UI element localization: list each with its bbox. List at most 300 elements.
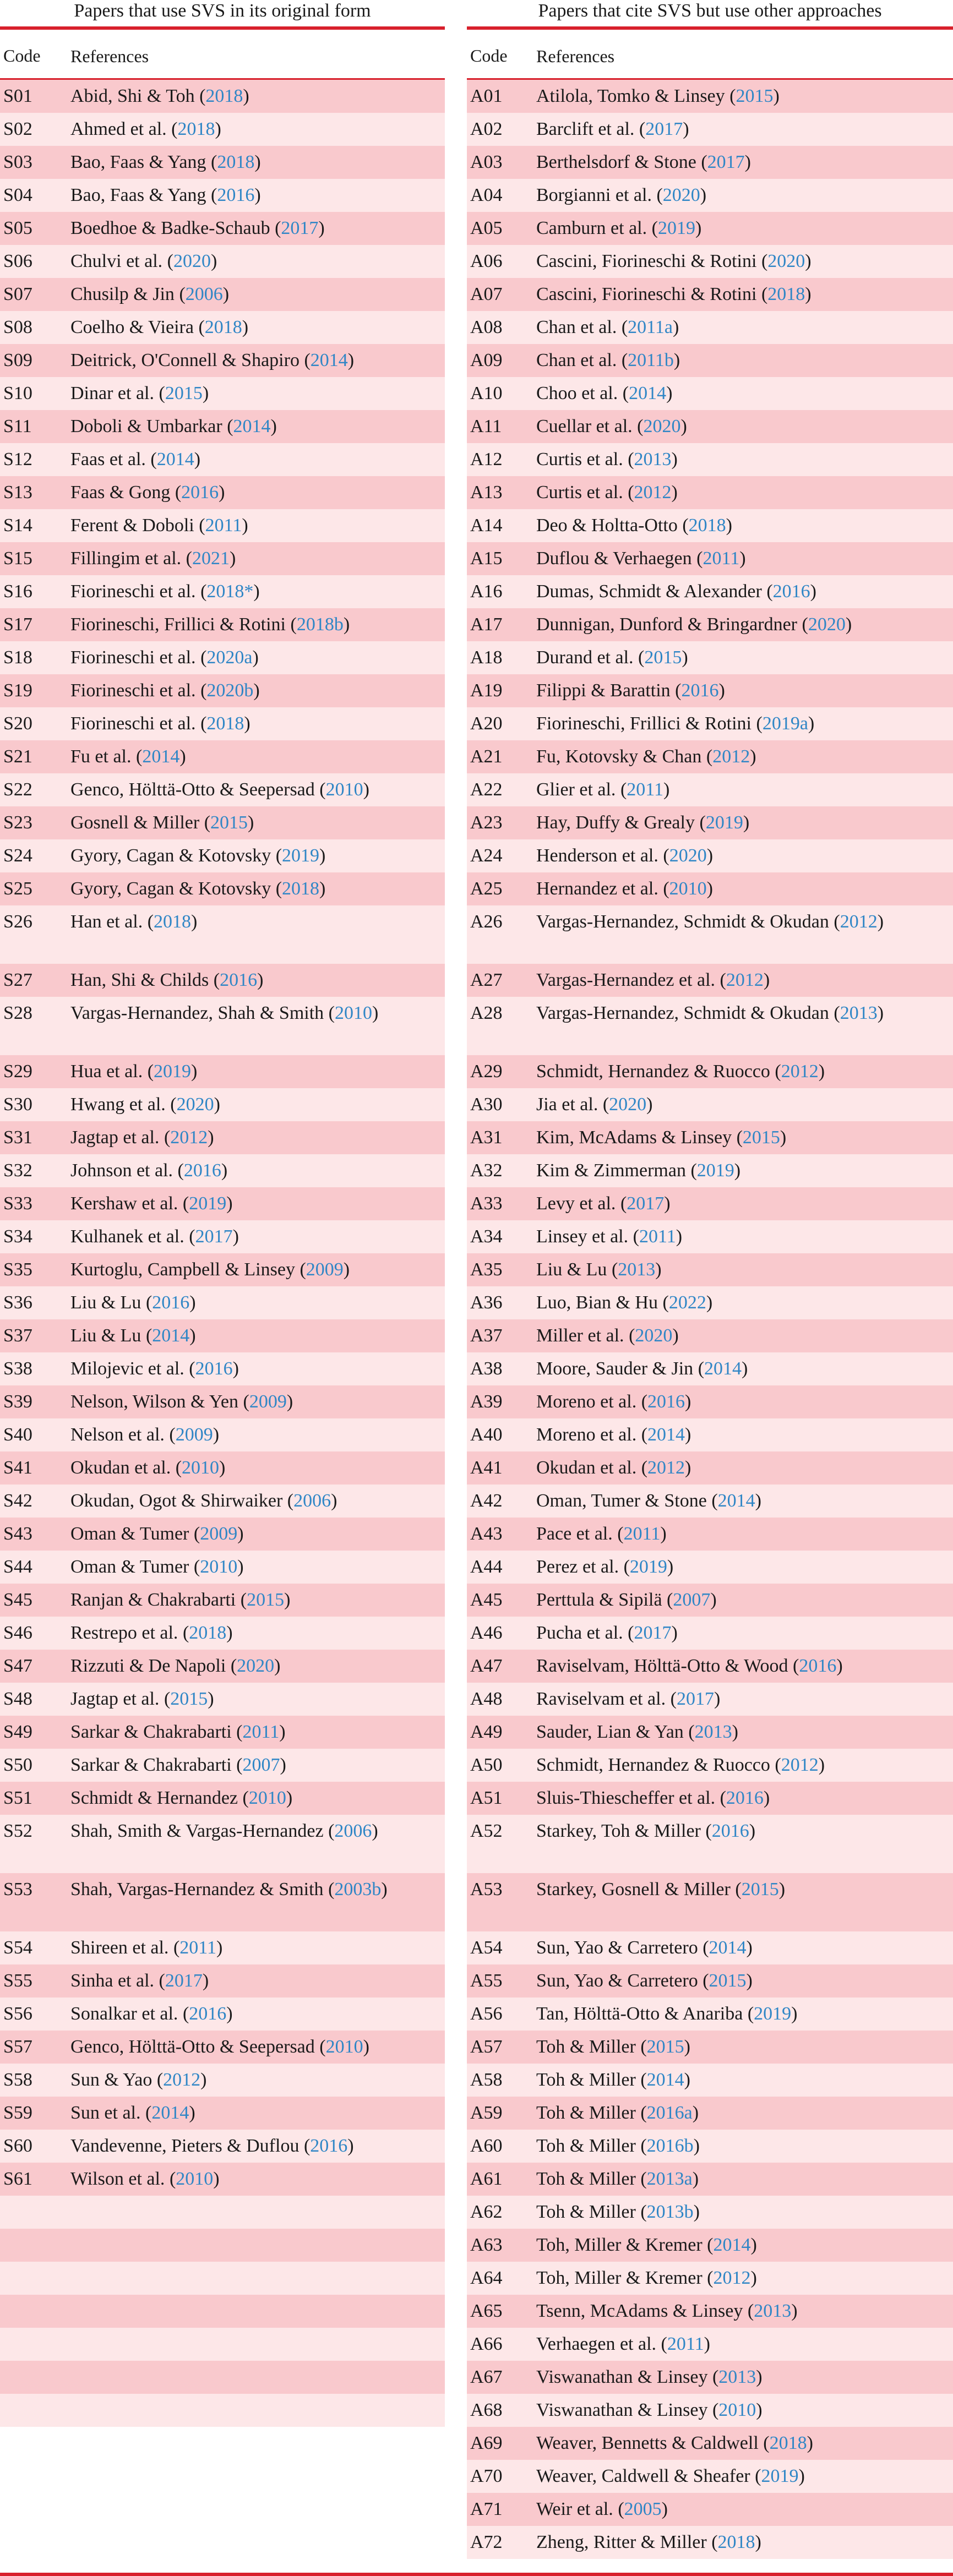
reference-authors: Vargas-Hernandez, Shah & Smith: [70, 1003, 324, 1023]
reference-year-link[interactable]: 2005: [624, 2499, 662, 2519]
table-row: [467, 1418, 953, 1451]
reference-year-link[interactable]: 2016: [647, 1391, 685, 1412]
reference-year-link[interactable]: 2015: [742, 1127, 780, 1148]
table-row: [467, 997, 953, 1055]
reference-year-link[interactable]: 2020: [669, 845, 707, 866]
reference-year-link[interactable]: 2018: [217, 152, 255, 172]
row-reference: Linsey et al. (2011): [536, 1226, 683, 1247]
table-row: [467, 707, 953, 740]
reference-authors: Weir et al.: [536, 2499, 613, 2519]
row-code: S03: [3, 152, 32, 172]
row-code: A56: [470, 2004, 503, 2024]
reference-year-link[interactable]: 2016b: [646, 2136, 694, 2156]
table-row: [467, 773, 953, 806]
row-reference: Moreno et al. (2016): [536, 1391, 691, 1412]
reference-year-link[interactable]: 2015: [741, 1879, 779, 1900]
reference-authors: Boedhoe & Badke-Schaub: [70, 218, 270, 238]
row-code: S02: [3, 119, 32, 139]
row-code: S59: [3, 2103, 32, 2123]
reference-authors: Pace et al.: [536, 1524, 613, 1544]
reference-year-link[interactable]: 2014: [713, 2235, 751, 2255]
reference-authors: Dunnigan, Dunford & Bringardner: [536, 614, 798, 635]
row-reference: Raviselvam, Hölttä-Otto & Wood (2016): [536, 1656, 843, 1676]
table-row: [467, 2361, 953, 2394]
row-reference: Liu & Lu (2013): [536, 1259, 662, 1280]
reference-year-link[interactable]: 2014: [151, 2103, 189, 2123]
reference-authors: Schmidt, Hernandez & Ruocco: [536, 1755, 770, 1775]
row-code: A63: [470, 2235, 503, 2255]
reference-authors: Fu et al.: [70, 746, 132, 767]
reference-authors: Dumas, Schmidt & Alexander: [536, 581, 762, 602]
reference-year-link[interactable]: 2019: [705, 812, 743, 833]
row-code: A60: [470, 2136, 503, 2156]
reference-year-link[interactable]: 2014: [233, 416, 271, 436]
empty-table-row: [0, 2229, 445, 2262]
reference-year-link[interactable]: 2016: [195, 1358, 233, 1379]
row-code: A43: [470, 1524, 503, 1544]
row-code: S01: [3, 86, 32, 106]
row-code: S13: [3, 482, 32, 503]
reference-year-link[interactable]: 2018: [177, 119, 215, 139]
reference-authors: Wilson et al.: [70, 2169, 165, 2189]
reference-authors: Fiorineschi et al.: [70, 713, 196, 734]
row-code: A44: [470, 1557, 503, 1577]
reference-year-link[interactable]: 2009: [306, 1259, 344, 1280]
reference-year-link[interactable]: 2016: [217, 185, 255, 205]
reference-year-link[interactable]: 2006: [185, 284, 223, 304]
row-code: A72: [470, 2532, 503, 2552]
reference-year-link[interactable]: 2013a: [646, 2169, 693, 2189]
reference-year-link[interactable]: 2012: [163, 2070, 201, 2090]
reference-year-link[interactable]: 2016: [310, 2136, 348, 2156]
row-code: A28: [470, 1003, 503, 1023]
reference-year-link[interactable]: 2011: [242, 1722, 280, 1742]
table-row: [467, 2130, 953, 2163]
reference-year-link[interactable]: 2010: [182, 1458, 220, 1478]
reference-year-link[interactable]: 2016: [711, 1821, 749, 1841]
row-code: A14: [470, 515, 503, 536]
row-code: S28: [3, 1003, 32, 1023]
reference-authors: Sauder, Lian & Yan: [536, 1722, 684, 1742]
reference-year-link[interactable]: 2012: [840, 912, 878, 932]
reference-year-link[interactable]: 2006: [293, 1491, 331, 1511]
reference-year-link[interactable]: 2015: [709, 1971, 747, 1991]
reference-year-link[interactable]: 2020: [643, 416, 681, 436]
left-rows: [0, 80, 445, 2427]
reference-year-link[interactable]: 2012: [781, 1061, 819, 1082]
row-code: S30: [3, 1094, 32, 1115]
reference-authors: Barclift et al.: [536, 119, 635, 139]
reference-year-link[interactable]: 2011: [667, 2334, 704, 2354]
reference-year-link[interactable]: 2010: [176, 2169, 214, 2189]
reference-year-link[interactable]: 2016: [772, 581, 810, 602]
reference-year-link[interactable]: 2015: [170, 1689, 208, 1709]
reference-authors: Raviselvam, Hölttä-Otto & Wood: [536, 1656, 788, 1676]
reference-authors: Fillingim et al.: [70, 548, 182, 569]
reference-year-link[interactable]: 2015: [210, 812, 248, 833]
reference-authors: Jia et al.: [536, 1094, 598, 1115]
reference-year-link[interactable]: 2010: [669, 878, 707, 899]
reference-authors: Okudan et al.: [536, 1458, 637, 1478]
table-row: [0, 707, 445, 740]
table-row: [467, 2064, 953, 2097]
table-row: [467, 410, 953, 443]
row-reference: Fu et al. (2014): [70, 746, 186, 767]
reference-year-link[interactable]: 2015: [736, 86, 774, 106]
table-row: [467, 641, 953, 674]
reference-year-link[interactable]: 2020: [176, 1094, 214, 1115]
table-row: [0, 1749, 445, 1782]
reference-year-link[interactable]: 2018*: [206, 581, 254, 602]
svs-other-approaches-column: [467, 0, 953, 2559]
row-code: A11: [470, 416, 502, 436]
row-reference: Han et al. (2018): [70, 912, 198, 932]
row-reference: Gyory, Cagan & Kotovsky (2019): [70, 845, 326, 866]
reference-year-link[interactable]: 2014: [142, 746, 180, 767]
table-row: [0, 344, 445, 377]
row-code: A58: [470, 2070, 503, 2090]
reference-year-link[interactable]: 2010: [335, 1003, 372, 1023]
row-code: A13: [470, 482, 503, 503]
reference-year-link[interactable]: 2009: [175, 1425, 213, 1445]
table-row: [467, 608, 953, 641]
row-reference: Toh & Miller (2013b): [536, 2202, 700, 2222]
row-code: S08: [3, 317, 32, 337]
reference-year-link[interactable]: 2018: [205, 86, 243, 106]
reference-year-link[interactable]: 2017: [195, 1226, 233, 1247]
reference-authors: Berthelsdorf & Stone: [536, 152, 696, 172]
table-row: [0, 1418, 445, 1451]
reference-year-link[interactable]: 2018: [189, 1623, 227, 1643]
table-row: [467, 2196, 953, 2229]
row-code: A15: [470, 548, 503, 569]
row-reference: Zheng, Ritter & Miller (2018): [536, 2532, 761, 2552]
reference-authors: Sarkar & Chakrabarti: [70, 1755, 232, 1775]
row-reference: Choo et al. (2014): [536, 383, 673, 403]
reference-year-link[interactable]: 2020: [173, 251, 211, 271]
reference-year-link[interactable]: 2013: [618, 1259, 656, 1280]
row-code: A69: [470, 2433, 503, 2453]
reference-year-link[interactable]: 2020: [662, 185, 700, 205]
row-reference: Weaver, Caldwell & Sheafer (2019): [536, 2466, 805, 2486]
row-code: S12: [3, 449, 32, 470]
reference-year-link[interactable]: 2016: [181, 482, 219, 503]
row-code: S26: [3, 912, 32, 932]
reference-year-link[interactable]: 2017: [676, 1689, 714, 1709]
reference-authors: Raviselvam et al.: [536, 1689, 666, 1709]
reference-year-link[interactable]: 2022: [668, 1292, 706, 1313]
row-reference: Chan et al. (2011a): [536, 317, 679, 337]
reference-year-link[interactable]: 2019: [154, 1061, 192, 1082]
row-reference: Verhaegen et al. (2011): [536, 2334, 710, 2354]
table-row: [0, 964, 445, 997]
reference-year-link[interactable]: 2015: [247, 1590, 285, 1610]
reference-authors: Moreno et al.: [536, 1391, 637, 1412]
row-code: S16: [3, 581, 32, 602]
row-reference: Chusilp & Jin (2006): [70, 284, 230, 304]
row-reference: Luo, Bian & Hu (2022): [536, 1292, 713, 1313]
row-reference: Deo & Holtta-Otto (2018): [536, 515, 732, 536]
reference-year-link[interactable]: 2016a: [646, 2103, 693, 2123]
reference-authors: Faas & Gong: [70, 482, 171, 503]
row-reference: Curtis et al. (2012): [536, 482, 678, 503]
row-code: A21: [470, 746, 503, 767]
reference-authors: Schmidt, Hernandez & Ruocco: [536, 1061, 770, 1082]
reference-year-link[interactable]: 2016: [681, 680, 719, 701]
table-row: [0, 278, 445, 311]
row-code: S04: [3, 185, 32, 205]
reference-year-link[interactable]: 2013: [754, 2301, 792, 2321]
table-row: [0, 1584, 445, 1617]
reference-authors: Dinar et al.: [70, 383, 154, 403]
reference-year-link[interactable]: 2019: [696, 1160, 734, 1181]
reference-year-link[interactable]: 2020: [767, 251, 805, 271]
row-reference: Boedhoe & Badke-Schaub (2017): [70, 218, 325, 238]
table-row: [0, 1998, 445, 2031]
reference-year-link[interactable]: 2011: [179, 1938, 217, 1958]
row-reference: Oman, Tumer & Stone (2014): [536, 1491, 761, 1511]
reference-year-link[interactable]: 2012: [634, 482, 672, 503]
row-code: S21: [3, 746, 32, 767]
row-code: A65: [470, 2301, 503, 2321]
row-reference: Genco, Hölttä-Otto & Seepersad (2010): [70, 779, 369, 800]
reference-authors: Sonalkar et al.: [70, 2004, 178, 2024]
row-code: A47: [470, 1656, 503, 1676]
reference-year-link[interactable]: 2009: [200, 1524, 238, 1544]
reference-year-link[interactable]: 2014: [310, 350, 348, 370]
reference-year-link[interactable]: 2019: [754, 2004, 792, 2024]
table-row: [467, 1187, 953, 1220]
reference-year-link[interactable]: 2015: [165, 383, 203, 403]
reference-authors: Verhaegen et al.: [536, 2334, 657, 2354]
row-reference: Sarkar & Chakrabarti (2011): [70, 1722, 286, 1742]
table-row: [0, 311, 445, 344]
reference-authors: Camburn et al.: [536, 218, 647, 238]
reference-year-link[interactable]: 2013: [840, 1003, 878, 1023]
table-row: [0, 1518, 445, 1551]
reference-year-link[interactable]: 2016: [799, 1656, 837, 1676]
row-reference: Bao, Faas & Yang (2016): [70, 185, 261, 205]
reference-year-link[interactable]: 2016: [183, 1160, 221, 1181]
reference-authors: Sun et al.: [70, 2103, 141, 2123]
reference-year-link[interactable]: 2013b: [646, 2202, 694, 2222]
row-code: S15: [3, 548, 32, 569]
table-row: [0, 997, 445, 1055]
reference-year-link[interactable]: 2016: [726, 1788, 764, 1808]
reference-year-link[interactable]: 2018b: [296, 614, 344, 635]
row-code: S32: [3, 1160, 32, 1181]
reference-year-link[interactable]: 2017: [165, 1971, 203, 1991]
table-row: [0, 1485, 445, 1518]
reference-year-link[interactable]: 2015: [644, 647, 682, 668]
table-row: [467, 311, 953, 344]
reference-year-link[interactable]: 2011: [205, 515, 242, 536]
reference-year-link[interactable]: 2012: [647, 1458, 685, 1478]
row-reference: Dinar et al. (2015): [70, 383, 209, 403]
table-row: [0, 1617, 445, 1650]
reference-year-link[interactable]: 2012: [712, 746, 750, 767]
reference-year-link[interactable]: 2014: [629, 383, 667, 403]
reference-year-link[interactable]: 2018: [206, 713, 244, 734]
reference-year-link[interactable]: 2019: [761, 2466, 799, 2486]
reference-year-link[interactable]: 2014: [647, 1425, 685, 1445]
reference-year-link[interactable]: 2019: [657, 218, 695, 238]
reference-year-link[interactable]: 2013: [634, 449, 672, 470]
row-reference: Wilson et al. (2010): [70, 2169, 220, 2189]
row-code: S52: [3, 1821, 32, 1841]
reference-year-link[interactable]: 2017: [645, 119, 683, 139]
reference-year-link[interactable]: 2017: [627, 1193, 665, 1214]
reference-year-link[interactable]: 2011: [703, 548, 740, 569]
row-code: A38: [470, 1358, 503, 1379]
reference-year-link[interactable]: 2016: [220, 970, 258, 990]
row-reference: Genco, Hölttä-Otto & Seepersad (2010): [70, 2037, 369, 2057]
table-row: [0, 1154, 445, 1187]
row-code: S10: [3, 383, 32, 403]
reference-year-link[interactable]: 2018: [767, 284, 805, 304]
reference-year-link[interactable]: 2012: [170, 1127, 208, 1148]
reference-year-link[interactable]: 2020: [609, 1094, 647, 1115]
reference-year-link[interactable]: 2013: [694, 1722, 732, 1742]
reference-year-link[interactable]: 2014: [717, 1491, 755, 1511]
row-reference: Liu & Lu (2016): [70, 1292, 196, 1313]
reference-year-link[interactable]: 2003b: [334, 1879, 382, 1900]
reference-year-link[interactable]: 2017: [281, 218, 319, 238]
row-reference: Cascini, Fiorineschi & Rotini (2020): [536, 251, 812, 271]
table-row: [467, 2427, 953, 2460]
table-row: [0, 2097, 445, 2130]
row-code: S43: [3, 1524, 32, 1544]
reference-year-link[interactable]: 2019: [189, 1193, 227, 1214]
table-row: [467, 1584, 953, 1617]
reference-authors: Vargas-Hernandez, Schmidt & Okudan: [536, 912, 829, 932]
reference-authors: Oman & Tumer: [70, 1557, 189, 1577]
reference-year-link[interactable]: 2018: [769, 2433, 807, 2453]
row-reference: Sauder, Lian & Yan (2013): [536, 1722, 738, 1742]
reference-year-link[interactable]: 2007: [242, 1755, 280, 1775]
reference-year-link[interactable]: 2010: [325, 2037, 363, 2057]
reference-year-link[interactable]: 2011: [623, 1524, 661, 1544]
reference-year-link[interactable]: 2019: [282, 845, 320, 866]
reference-year-link[interactable]: 2014: [709, 1938, 747, 1958]
reference-authors: Gosnell & Miller: [70, 812, 200, 833]
row-reference: Liu & Lu (2014): [70, 1325, 196, 1346]
reference-year-link[interactable]: 2019: [629, 1557, 667, 1577]
row-reference: Milojevic et al. (2016): [70, 1358, 239, 1379]
row-reference: Sun et al. (2014): [70, 2103, 195, 2123]
reference-year-link[interactable]: 2020: [635, 1325, 673, 1346]
reference-year-link[interactable]: 2011b: [628, 350, 674, 370]
reference-year-link[interactable]: 2014: [704, 1358, 742, 1379]
reference-year-link[interactable]: 2010: [718, 2400, 756, 2420]
reference-authors: Toh & Miller: [536, 2037, 636, 2057]
row-reference: Chan et al. (2011b): [536, 350, 680, 370]
table-row: [467, 443, 953, 476]
reference-year-link[interactable]: 2017: [634, 1623, 672, 1643]
table-row: [467, 1088, 953, 1121]
reference-year-link[interactable]: 2012: [726, 970, 764, 990]
reference-year-link[interactable]: 2011a: [628, 317, 673, 337]
reference-authors: Vargas-Hernandez et al.: [536, 970, 716, 990]
reference-year-link[interactable]: 2010: [248, 1788, 286, 1808]
row-reference: Doboli & Umbarkar (2014): [70, 416, 277, 436]
row-reference: Oman & Tumer (2009): [70, 1524, 244, 1544]
reference-year-link[interactable]: 2011: [627, 779, 664, 800]
reference-authors: Restrepo et al.: [70, 1623, 178, 1643]
row-reference: Fu, Kotovsky & Chan (2012): [536, 746, 756, 767]
row-reference: Sun, Yao & Carretero (2014): [536, 1938, 753, 1958]
reference-year-link[interactable]: 2007: [673, 1590, 711, 1610]
reference-year-link[interactable]: 2020: [237, 1656, 275, 1676]
reference-year-link[interactable]: 2018: [717, 2532, 755, 2552]
table-row: [467, 1121, 953, 1154]
reference-year-link[interactable]: 2012: [781, 1755, 819, 1775]
reference-year-link[interactable]: 2014: [646, 2070, 684, 2090]
reference-year-link[interactable]: 2014: [156, 449, 194, 470]
reference-authors: Fu, Kotovsky & Chan: [536, 746, 702, 767]
reference-year-link[interactable]: 2012: [713, 2268, 751, 2288]
reference-year-link[interactable]: 2011: [639, 1226, 676, 1247]
reference-authors: Miller et al.: [536, 1325, 624, 1346]
row-reference: Sinha et al. (2017): [70, 1971, 209, 1991]
svs-original-column: [0, 0, 445, 2427]
reference-authors: Chan et al.: [536, 350, 617, 370]
reference-year-link[interactable]: 2018: [154, 912, 192, 932]
reference-authors: Levy et al.: [536, 1193, 616, 1214]
row-reference: Dunnigan, Dunford & Bringardner (2020): [536, 614, 852, 635]
table-row: [0, 2130, 445, 2163]
reference-year-link[interactable]: 2021: [192, 548, 230, 569]
reference-year-link[interactable]: 2015: [646, 2037, 684, 2057]
row-code: S06: [3, 251, 32, 271]
right-column-title: Papers that cite SVS but use other approaches: [538, 1, 882, 21]
row-reference: Vandevenne, Pieters & Duflou (2016): [70, 2136, 354, 2156]
row-code: A09: [470, 350, 503, 370]
reference-authors: Borgianni et al.: [536, 185, 652, 205]
row-reference: Sun & Yao (2012): [70, 2070, 207, 2090]
row-code: A61: [470, 2169, 503, 2189]
reference-year-link[interactable]: 2018: [688, 515, 726, 536]
reference-year-link[interactable]: 2018: [282, 878, 320, 899]
reference-year-link[interactable]: 2010: [200, 1557, 238, 1577]
row-code: S11: [3, 416, 32, 436]
row-code: S14: [3, 515, 32, 536]
reference-year-link[interactable]: 2016: [189, 2004, 227, 2024]
table-row: [467, 2031, 953, 2064]
reference-year-link[interactable]: 2006: [334, 1821, 372, 1841]
reference-year-link[interactable]: 2017: [707, 152, 745, 172]
row-code: S37: [3, 1325, 32, 1346]
reference-year-link[interactable]: 2019a: [762, 713, 808, 734]
table-row: [0, 509, 445, 542]
reference-year-link[interactable]: 2018: [204, 317, 242, 337]
reference-year-link[interactable]: 2009: [249, 1391, 287, 1412]
reference-year-link[interactable]: 2016: [152, 1292, 190, 1313]
reference-authors: Choo et al.: [536, 383, 618, 403]
table-row: [0, 1716, 445, 1749]
reference-year-link[interactable]: 2014: [152, 1325, 190, 1346]
row-reference: Fiorineschi et al. (2020b): [70, 680, 260, 701]
reference-year-link[interactable]: 2010: [325, 779, 363, 800]
table-row: [467, 2394, 953, 2427]
reference-year-link[interactable]: 2020b: [206, 680, 254, 701]
table-row: [467, 872, 953, 905]
reference-authors: Okudan, Ogot & Shirwaiker: [70, 1491, 283, 1511]
reference-year-link[interactable]: 2020a: [206, 647, 253, 668]
reference-year-link[interactable]: 2013: [718, 2367, 756, 2387]
reference-year-link[interactable]: 2020: [808, 614, 846, 635]
row-code: A50: [470, 1755, 503, 1775]
